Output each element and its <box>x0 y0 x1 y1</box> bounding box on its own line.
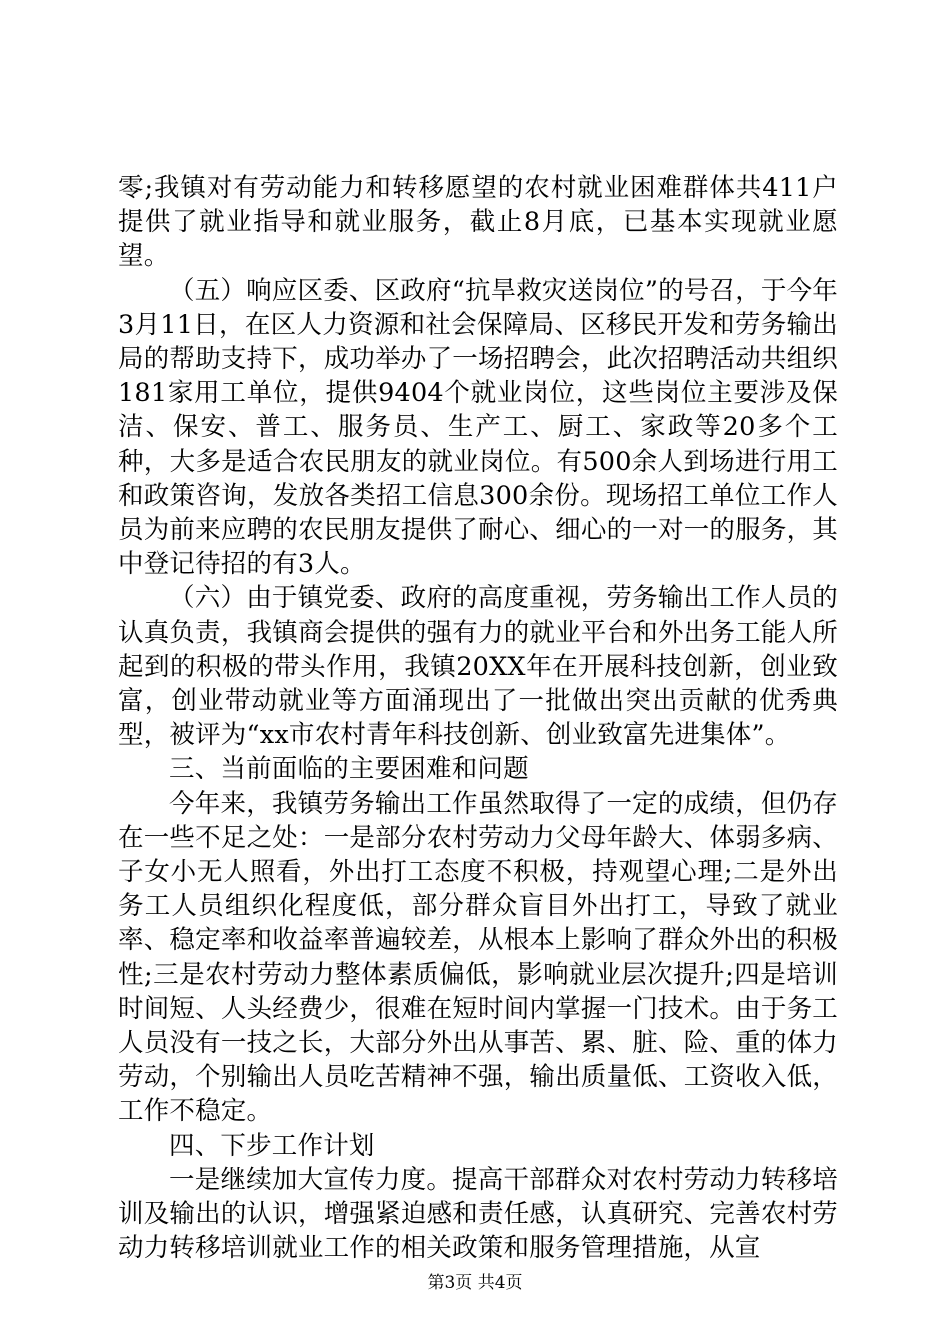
paragraph-six: （六）由于镇党委、政府的高度重视，劳务输出工作人员的认真负责，我镇商会提供的强有力的就业平台和外出务工能人所起到的积极的带头作用，我镇20XX年在开展科技创新，创业致富，创业带动就业等方面涌现出了一批做出突出贡献的优秀典型，被评为“xx市农村青年科技创新、创业致富先进集体”。 <box>118 583 838 751</box>
document-body <box>118 171 838 1266</box>
page-number: 第3页 共4页 <box>427 1273 523 1293</box>
section-heading-three: 三、当前面临的主要困难和问题 <box>169 754 529 785</box>
page-footer <box>0 1272 950 1294</box>
problems-paragraph: 今年来，我镇劳务输出工作虽然取得了一定的成绩，但仍存在一些不足之处：一是部分农村劳动力父母年龄大、体弱多病、子女小无人照看，外出打工态度不积极，持观望心理;二是外出务工人员组织化程度低，部分群众盲目外出打工，导致了就业率、稳定率和收益率普遍较差，从根本上影响了群众外出的积极性;三是农村劳动力整体素质偏低，影响就业层次提升;四是培训时间短、人头经费少，很难在短时间内掌握一门技术。由于务工人员没有一技之长，大部分外出从事苦、累、脏、险、重的体力劳动，个别输出人员吃苦精神不强，输出质量低、工资收入低，工作不稳定。 <box>118 788 838 1127</box>
section-heading-four: 四、下步工作计划 <box>169 1130 375 1161</box>
continuation-paragraph: 零;我镇对有劳动能力和转移愿望的农村就业困难群体共411户提供了就业指导和就业服务，截止8月底，已基本实现就业愿望。 <box>118 173 838 272</box>
paragraph-five: （五）响应区委、区政府“抗旱救灾送岗位”的号召，于今年3月11日，在区人力资源和社会保障局、区移民开发和劳务输出局的帮助支持下，成功举办了一场招聘会，此次招聘活动共组织181家用工单位，提供9404个就业岗位，这些岗位主要涉及保洁、保安、普工、服务员、生产工、厨工、家政等20多个工种，大多是适合农民朋友的就业岗位。有500余人到场进行用工和政策咨询，发放各类招工信息300余份。现场招工单位工作人员为前来应聘的农民朋友提供了耐心、细心的一对一的服务，其中登记待招的有3人。 <box>118 275 838 580</box>
plan-paragraph: 一是继续加大宣传力度。提高干部群众对农村劳动力转移培训及输出的认识，增强紧迫感和责任感，认真研究、完善农村劳动力转移培训就业工作的相关政策和服务管理措施，从宣 <box>118 1164 838 1264</box>
